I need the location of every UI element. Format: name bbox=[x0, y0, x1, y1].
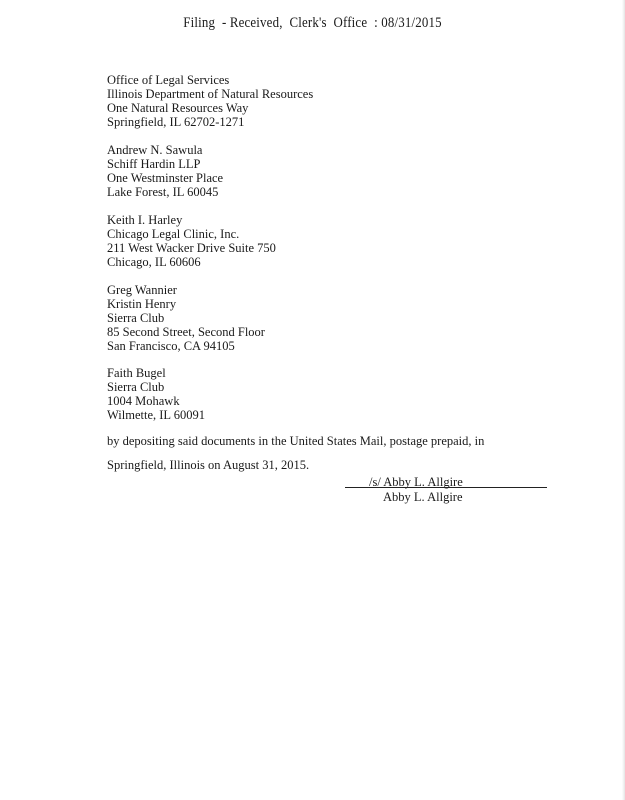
address-line: Lake Forest, IL 60045 bbox=[107, 185, 219, 199]
address-line: Sierra Club bbox=[107, 311, 165, 325]
address-line: Chicago, IL 60606 bbox=[107, 255, 201, 269]
received-label: - Received, bbox=[221, 15, 283, 31]
electronic-signature: /s/ Abby L. Allgire bbox=[369, 475, 463, 489]
address-line: Keith I. Harley bbox=[107, 213, 183, 227]
address-line: San Francisco, CA 94105 bbox=[107, 339, 235, 353]
address-line: One Natural Resources Way bbox=[107, 101, 249, 115]
address-line: Chicago Legal Clinic, Inc. bbox=[107, 227, 240, 241]
address-line: Greg Wannier bbox=[107, 283, 177, 297]
address-line: Wilmette, IL 60091 bbox=[107, 408, 205, 422]
address-line: Office of Legal Services bbox=[107, 73, 230, 87]
address-line: One Westminster Place bbox=[107, 171, 224, 185]
address-block-idnr bbox=[107, 73, 313, 129]
filing-date: : 08/31/2015 bbox=[374, 15, 442, 31]
address-line: Faith Bugel bbox=[107, 366, 166, 380]
address-block-sierra-club-sf bbox=[107, 283, 265, 353]
address-block-bugel bbox=[107, 366, 205, 422]
address-line: Sierra Club bbox=[107, 380, 165, 394]
service-statement-line-1: by depositing said documents in the United States Mail, postage prepaid, in bbox=[107, 434, 485, 448]
signer-printed-name: Abby L. Allgire bbox=[383, 490, 463, 504]
address-line: Illinois Department of Natural Resources bbox=[107, 87, 314, 101]
address-line: Andrew N. Sawula bbox=[107, 143, 203, 157]
filing-stamp-header bbox=[44, 15, 582, 32]
office-label: Office bbox=[333, 15, 368, 31]
address-line: Schiff Hardin LLP bbox=[107, 157, 201, 171]
address-line: Springfield, IL 62702-1271 bbox=[107, 115, 245, 129]
filing-label: Filing bbox=[183, 15, 216, 31]
signature-line bbox=[345, 487, 547, 488]
address-line: 85 Second Street, Second Floor bbox=[107, 325, 265, 339]
address-block-sawula bbox=[107, 143, 223, 199]
address-block-harley bbox=[107, 213, 276, 269]
address-line: 1004 Mohawk bbox=[107, 394, 180, 408]
clerks-label: Clerk's bbox=[289, 15, 327, 31]
service-statement-line-2: Springfield, Illinois on August 31, 2015. bbox=[107, 458, 310, 472]
address-line: 211 West Wacker Drive Suite 750 bbox=[107, 241, 276, 255]
address-line: Kristin Henry bbox=[107, 297, 177, 311]
